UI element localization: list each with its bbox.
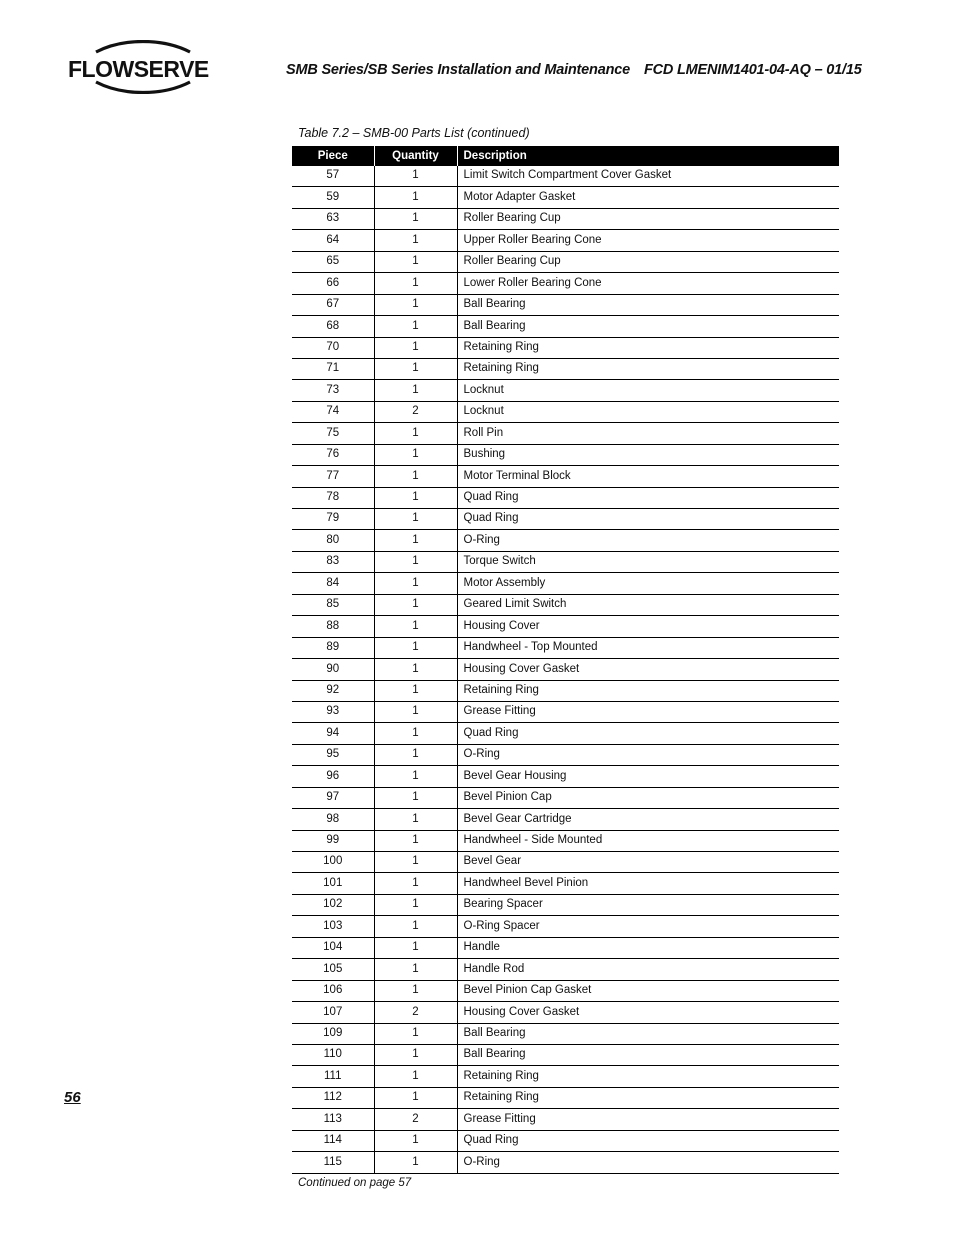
- cell-piece: 57: [292, 166, 374, 187]
- cell-description: Grease Fitting: [457, 1109, 839, 1130]
- cell-quantity: 1: [374, 594, 457, 615]
- cell-piece: 95: [292, 744, 374, 765]
- cell-quantity: 1: [374, 273, 457, 294]
- cell-piece: 109: [292, 1023, 374, 1044]
- cell-piece: 93: [292, 701, 374, 722]
- cell-piece: 79: [292, 509, 374, 530]
- cell-quantity: 1: [374, 959, 457, 980]
- table-row: [292, 744, 839, 765]
- cell-quantity: 1: [374, 380, 457, 401]
- cell-quantity: 1: [374, 1152, 457, 1173]
- table-row: [292, 1087, 839, 1108]
- document-header: [286, 62, 862, 78]
- cell-description: Geared Limit Switch: [457, 594, 839, 615]
- cell-piece: 96: [292, 766, 374, 787]
- cell-piece: 110: [292, 1044, 374, 1065]
- table-row: [292, 466, 839, 487]
- cell-description: Bevel Gear: [457, 852, 839, 873]
- table-row: [292, 573, 839, 594]
- table-row: [292, 809, 839, 830]
- cell-piece: 103: [292, 916, 374, 937]
- cell-piece: 92: [292, 680, 374, 701]
- cell-description: Roller Bearing Cup: [457, 251, 839, 272]
- cell-quantity: 1: [374, 1087, 457, 1108]
- cell-piece: 68: [292, 316, 374, 337]
- cell-description: Handle Rod: [457, 959, 839, 980]
- cell-quantity: 1: [374, 894, 457, 915]
- cell-description: Locknut: [457, 401, 839, 422]
- header-title: SMB Series/SB Series Installation and Maintenance: [286, 62, 630, 78]
- cell-description: Retaining Ring: [457, 1066, 839, 1087]
- table-row: [292, 680, 839, 701]
- cell-piece: 113: [292, 1109, 374, 1130]
- cell-description: Locknut: [457, 380, 839, 401]
- table-row: [292, 166, 839, 187]
- cell-quantity: 1: [374, 1023, 457, 1044]
- cell-quantity: 1: [374, 573, 457, 594]
- cell-quantity: 2: [374, 401, 457, 422]
- cell-description: Handwheel Bevel Pinion: [457, 873, 839, 894]
- table-row: [292, 337, 839, 358]
- cell-quantity: 1: [374, 809, 457, 830]
- table-row: [292, 1130, 839, 1151]
- cell-quantity: 1: [374, 358, 457, 379]
- cell-piece: 99: [292, 830, 374, 851]
- table-row: [292, 937, 839, 958]
- cell-piece: 83: [292, 551, 374, 572]
- table-row: [292, 1002, 839, 1023]
- table-row: [292, 316, 839, 337]
- cell-description: Upper Roller Bearing Cone: [457, 230, 839, 251]
- table-row: [292, 959, 839, 980]
- table-row: [292, 444, 839, 465]
- cell-piece: 106: [292, 980, 374, 1001]
- table-row: [292, 1044, 839, 1065]
- cell-description: Ball Bearing: [457, 1044, 839, 1065]
- cell-description: Motor Assembly: [457, 573, 839, 594]
- cell-piece: 76: [292, 444, 374, 465]
- cell-quantity: 1: [374, 873, 457, 894]
- cell-quantity: 1: [374, 166, 457, 187]
- parts-table: [292, 146, 839, 1174]
- cell-piece: 88: [292, 616, 374, 637]
- cell-quantity: 2: [374, 1109, 457, 1130]
- cell-quantity: 1: [374, 1044, 457, 1065]
- cell-description: Retaining Ring: [457, 358, 839, 379]
- table-row: [292, 423, 839, 444]
- table-row: [292, 1109, 839, 1130]
- table-row: [292, 509, 839, 530]
- table-row: [292, 894, 839, 915]
- table-row: [292, 551, 839, 572]
- cell-quantity: 1: [374, 444, 457, 465]
- cell-quantity: 1: [374, 251, 457, 272]
- cell-description: Ball Bearing: [457, 1023, 839, 1044]
- cell-piece: 63: [292, 208, 374, 229]
- cell-quantity: 1: [374, 637, 457, 658]
- cell-description: Housing Cover Gasket: [457, 1002, 839, 1023]
- cell-piece: 104: [292, 937, 374, 958]
- cell-piece: 64: [292, 230, 374, 251]
- cell-piece: 115: [292, 1152, 374, 1173]
- cell-description: Retaining Ring: [457, 680, 839, 701]
- cell-quantity: 1: [374, 509, 457, 530]
- cell-description: Handwheel - Side Mounted: [457, 830, 839, 851]
- cell-description: Bevel Gear Housing: [457, 766, 839, 787]
- table-row: [292, 401, 839, 422]
- cell-piece: 90: [292, 659, 374, 680]
- cell-piece: 66: [292, 273, 374, 294]
- table-row: [292, 852, 839, 873]
- cell-quantity: 1: [374, 723, 457, 744]
- logo-wordmark: FLOWSERVE: [68, 56, 209, 82]
- cell-quantity: 1: [374, 916, 457, 937]
- cell-piece: 114: [292, 1130, 374, 1151]
- cell-piece: 107: [292, 1002, 374, 1023]
- table-row: [292, 723, 839, 744]
- table-row: [292, 830, 839, 851]
- cell-quantity: 1: [374, 852, 457, 873]
- cell-quantity: 1: [374, 487, 457, 508]
- cell-quantity: 1: [374, 701, 457, 722]
- cell-piece: 75: [292, 423, 374, 444]
- cell-piece: 74: [292, 401, 374, 422]
- table-row: [292, 1152, 839, 1173]
- cell-quantity: 1: [374, 208, 457, 229]
- cell-description: Roller Bearing Cup: [457, 208, 839, 229]
- cell-piece: 102: [292, 894, 374, 915]
- cell-quantity: 1: [374, 1130, 457, 1151]
- cell-quantity: 1: [374, 787, 457, 808]
- cell-description: Handle: [457, 937, 839, 958]
- table-row: [292, 1023, 839, 1044]
- cell-description: Quad Ring: [457, 487, 839, 508]
- cell-quantity: 1: [374, 680, 457, 701]
- header-doc-ref: FCD LMENIM1401-04-AQ – 01/15: [643, 62, 862, 78]
- cell-description: Housing Cover: [457, 616, 839, 637]
- cell-piece: 112: [292, 1087, 374, 1108]
- cell-piece: 97: [292, 787, 374, 808]
- cell-quantity: 1: [374, 937, 457, 958]
- cell-description: O-Ring: [457, 530, 839, 551]
- cell-quantity: 1: [374, 316, 457, 337]
- table-row: [292, 251, 839, 272]
- cell-description: Quad Ring: [457, 1130, 839, 1151]
- cell-quantity: 1: [374, 1066, 457, 1087]
- cell-quantity: 1: [374, 187, 457, 208]
- table-row: [292, 787, 839, 808]
- cell-piece: 111: [292, 1066, 374, 1087]
- cell-quantity: 1: [374, 659, 457, 680]
- table-row: [292, 380, 839, 401]
- cell-quantity: 1: [374, 530, 457, 551]
- cell-piece: 84: [292, 573, 374, 594]
- table-row: [292, 187, 839, 208]
- cell-piece: 98: [292, 809, 374, 830]
- cell-description: Roll Pin: [457, 423, 839, 444]
- table-row: [292, 594, 839, 615]
- table-row: [292, 616, 839, 637]
- cell-quantity: 1: [374, 616, 457, 637]
- cell-description: Bevel Pinion Cap Gasket: [457, 980, 839, 1001]
- cell-description: Housing Cover Gasket: [457, 659, 839, 680]
- table-row: [292, 1066, 839, 1087]
- cell-quantity: 1: [374, 551, 457, 572]
- table-row: [292, 208, 839, 229]
- cell-quantity: 1: [374, 980, 457, 1001]
- cell-description: Ball Bearing: [457, 294, 839, 315]
- cell-description: Bushing: [457, 444, 839, 465]
- cell-description: O-Ring: [457, 1152, 839, 1173]
- cell-description: Quad Ring: [457, 509, 839, 530]
- cell-description: Retaining Ring: [457, 337, 839, 358]
- cell-piece: 71: [292, 358, 374, 379]
- table-row: [292, 659, 839, 680]
- cell-description: Lower Roller Bearing Cone: [457, 273, 839, 294]
- cell-piece: 77: [292, 466, 374, 487]
- table-row: [292, 637, 839, 658]
- cell-quantity: 1: [374, 744, 457, 765]
- cell-description: Grease Fitting: [457, 701, 839, 722]
- table-row: [292, 701, 839, 722]
- cell-description: O-Ring: [457, 744, 839, 765]
- table-row: [292, 916, 839, 937]
- header-quantity: Quantity: [374, 146, 457, 166]
- table-row: [292, 294, 839, 315]
- cell-description: Limit Switch Compartment Cover Gasket: [457, 166, 839, 187]
- cell-piece: 67: [292, 294, 374, 315]
- cell-piece: 89: [292, 637, 374, 658]
- header-description: Description: [457, 146, 839, 166]
- cell-description: O-Ring Spacer: [457, 916, 839, 937]
- cell-description: Handwheel - Top Mounted: [457, 637, 839, 658]
- table-row: [292, 230, 839, 251]
- cell-quantity: 1: [374, 766, 457, 787]
- cell-description: Bearing Spacer: [457, 894, 839, 915]
- table-row: [292, 530, 839, 551]
- cell-piece: 105: [292, 959, 374, 980]
- cell-description: Bevel Gear Cartridge: [457, 809, 839, 830]
- cell-quantity: 1: [374, 294, 457, 315]
- cell-piece: 78: [292, 487, 374, 508]
- cell-quantity: 1: [374, 230, 457, 251]
- cell-piece: 85: [292, 594, 374, 615]
- header-piece: Piece: [292, 146, 374, 166]
- cell-quantity: 1: [374, 337, 457, 358]
- table-row: [292, 273, 839, 294]
- table-row: [292, 873, 839, 894]
- page-number: 56: [64, 1089, 81, 1106]
- cell-piece: 73: [292, 380, 374, 401]
- flowserve-logo: [68, 40, 208, 94]
- cell-description: Torque Switch: [457, 551, 839, 572]
- table-row: [292, 358, 839, 379]
- cell-quantity: 1: [374, 830, 457, 851]
- cell-piece: 100: [292, 852, 374, 873]
- cell-description: Retaining Ring: [457, 1087, 839, 1108]
- cell-piece: 80: [292, 530, 374, 551]
- cell-quantity: 1: [374, 423, 457, 444]
- cell-piece: 101: [292, 873, 374, 894]
- continued-note: Continued on page 57: [298, 1177, 412, 1189]
- table-row: [292, 980, 839, 1001]
- cell-description: Motor Terminal Block: [457, 466, 839, 487]
- table-header-row: [292, 146, 839, 166]
- cell-description: Quad Ring: [457, 723, 839, 744]
- table-row: [292, 766, 839, 787]
- cell-piece: 65: [292, 251, 374, 272]
- cell-piece: 94: [292, 723, 374, 744]
- cell-description: Motor Adapter Gasket: [457, 187, 839, 208]
- table-row: [292, 487, 839, 508]
- table-caption: Table 7.2 – SMB-00 Parts List (continued): [298, 126, 530, 140]
- cell-quantity: 2: [374, 1002, 457, 1023]
- cell-piece: 59: [292, 187, 374, 208]
- cell-description: Bevel Pinion Cap: [457, 787, 839, 808]
- cell-piece: 70: [292, 337, 374, 358]
- cell-description: Ball Bearing: [457, 316, 839, 337]
- cell-quantity: 1: [374, 466, 457, 487]
- table-body: [292, 166, 839, 1173]
